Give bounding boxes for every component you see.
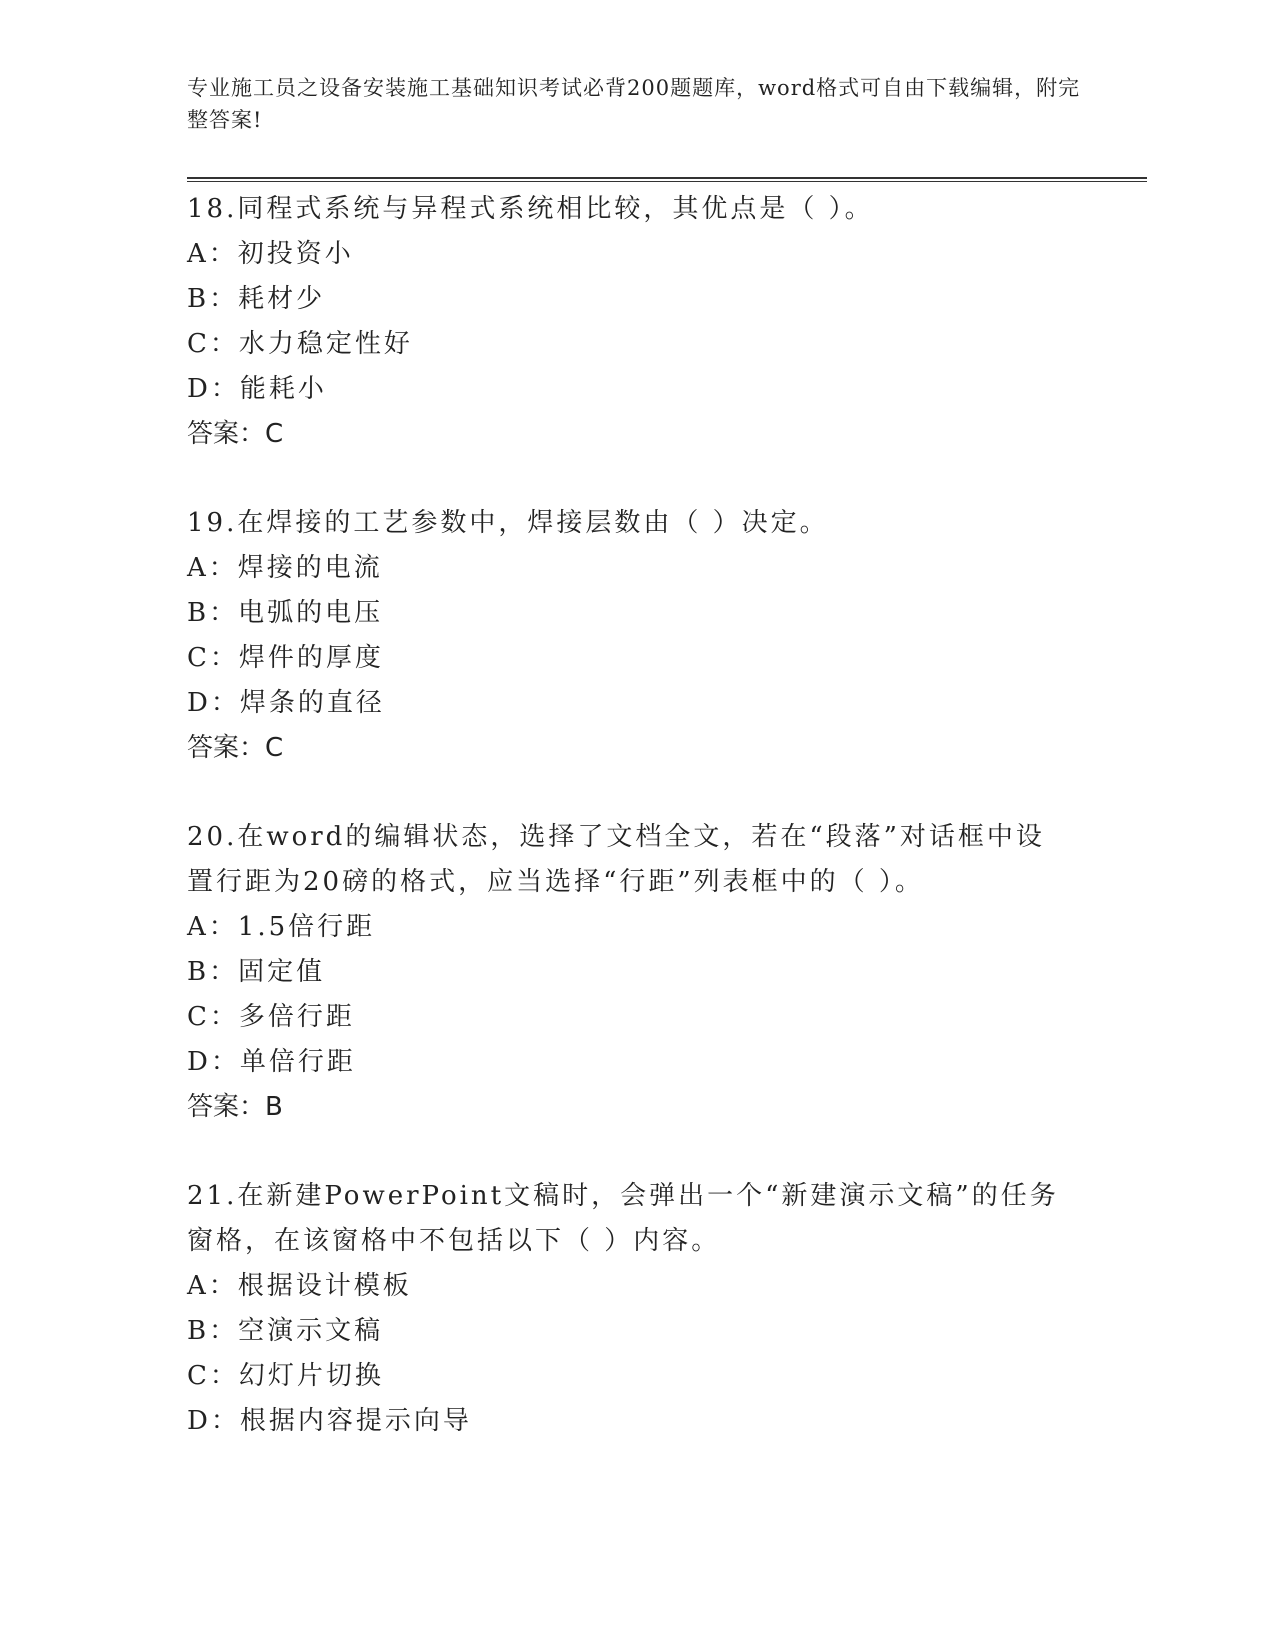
question-21 xyxy=(187,1174,1067,1444)
option-b: B：固定值 xyxy=(187,957,326,987)
option-b: B：空演示文稿 xyxy=(187,1316,384,1346)
option-a: A：1.5倍行距 xyxy=(187,912,376,942)
option-c: C：焊件的厚度 xyxy=(187,643,384,673)
option-d: D：能耗小 xyxy=(187,374,327,404)
option-c: C：幻灯片切换 xyxy=(187,1361,384,1391)
question-stem: 21.在新建PowerPoint文稿时，会弹出一个“新建演示文稿”的任务窗格，在该窗格中不包括以下（ ）内容。 xyxy=(187,1181,1059,1256)
question-list xyxy=(187,187,1067,1488)
question-stem: 18.同程式系统与异程式系统相比较，其优点是（ ）。 xyxy=(187,194,874,224)
option-d: D：焊条的直径 xyxy=(187,688,385,718)
option-a: A：初投资小 xyxy=(187,239,354,269)
option-c: C：水力稳定性好 xyxy=(187,329,413,359)
question-stem: 20.在word的编辑状态，选择了文档全文，若在“段落”对话框中设置行距为20磅的格式，应当选择“行距”列表框中的（ ）。 xyxy=(187,822,1045,897)
answer: 答案：C xyxy=(187,733,284,763)
question-18 xyxy=(187,187,1067,457)
option-a: A：焊接的电流 xyxy=(187,553,383,583)
option-c: C：多倍行距 xyxy=(187,1002,355,1032)
option-d: D：根据内容提示向导 xyxy=(187,1406,472,1436)
answer: 答案：C xyxy=(187,419,284,449)
header-divider xyxy=(187,177,1147,182)
header-title: 专业施工员之设备安装施工基础知识考试必背200题题库，word格式可自由下载编辑，附完整答案! xyxy=(187,76,1081,132)
question-20 xyxy=(187,815,1067,1130)
option-d: D：单倍行距 xyxy=(187,1047,356,1077)
question-stem: 19.在焊接的工艺参数中，焊接层数由（ ）决定。 xyxy=(187,508,829,538)
option-b: B：耗材少 xyxy=(187,284,326,314)
answer: 答案：B xyxy=(187,1092,283,1122)
option-a: A：根据设计模板 xyxy=(187,1271,412,1301)
document-header xyxy=(187,72,1087,136)
question-19 xyxy=(187,501,1067,771)
option-b: B：电弧的电压 xyxy=(187,598,384,628)
